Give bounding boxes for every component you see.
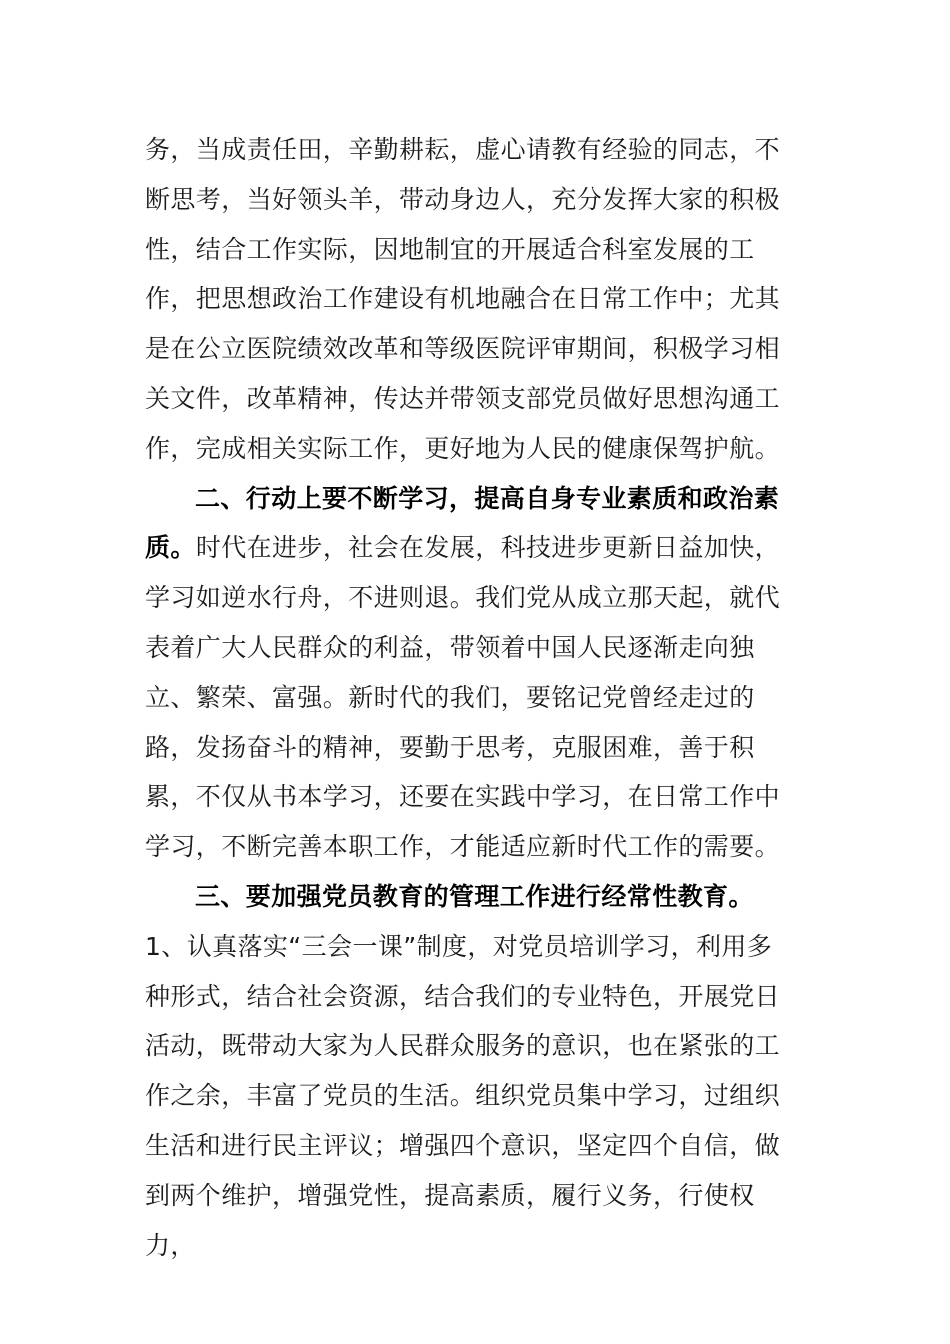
section-heading: 二、行动上要不断学习，提高自身专业素质和政治素质。 [145,483,780,563]
document-body [145,125,790,1270]
paragraph-text: 时代在进步，社会在发展，科技进步更新日益加快，学习如逆水行舟，不进则退。我们党从成立那天起，就代表着广大人民群众的利益，带领着中国人民逐渐走向独立、繁荣、富强。新时代的我们，要铭记党曾经走过的路，发扬奋斗的精神，要勤于思考，克服困难，善于积累，不仅从书本学习，还要在实践中学习，在日常工作中学习，不断完善本职工作，才能适应新时代工作的需要。 [145,533,781,862]
paragraph-section-2 [145,474,790,872]
paragraph-text: 1、认真落实“三会一课”制度，对党员培训学习，利用多种形式，结合社会资源，结合我们的专业特色，开展党日活动，既带动大家为人民群众服务的意识，也在紧张的工作之余，丰富了党员的生活。组织党员集中学习，过组织生活和进行民主评议；增强四个意识，坚定四个自信，做到两个维护，增强党性，提高素质，履行义务，行使权力， [145,931,781,1260]
paragraph-text: 务，当成责任田，辛勤耕耘，虚心请教有经验的同志，不断思考，当好领头羊，带动身边人，充分发挥大家的积极性，结合工作实际，因地制宜的开展适合科室发展的工作，把思想政治工作建设有机地融合在日常工作中；尤其是在公立医院绩效改革和等级医院评审期间，积极学习相关文件，改革精神，传达并带领支部党员做好思想沟通工作，完成相关实际工作，更好地为人民的健康保驾护航。 [145,135,781,463]
paragraph-continuation [145,125,790,474]
section-heading: 三、要加强党员教育的管理工作进行经常性教育。 [195,881,754,911]
paragraph-section-3 [145,872,790,1270]
